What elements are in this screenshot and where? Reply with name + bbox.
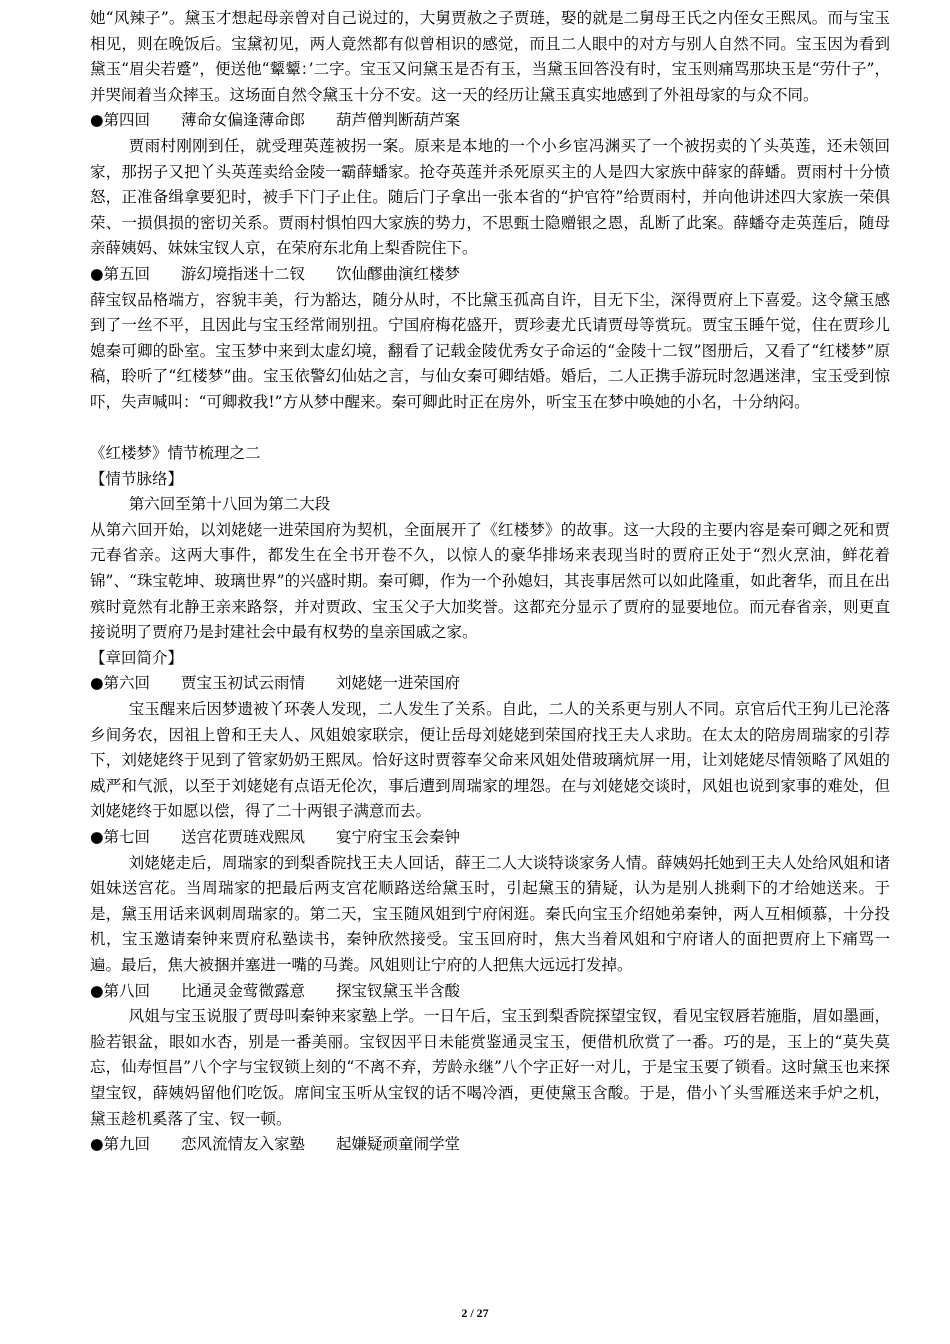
chapter-7-summary: 刘姥姥走后，周瑞家的到梨香院找王夫人回话，薛王二人大谈特谈家务人情。薛姨妈托她到王夫人处给风姐和诸姐妹送宫花。当周瑞家的把最后两支宫花顺路送给黛玉时，引起黛玉的猜疑，认为是别人挑剩下的才给她送来。于是，黛玉用话来讽刺周瑞家的。第二天，宝玉随风姐到宁府闲逛。秦氏向宝玉介绍她弟秦钟，两人互相倾慕，十分投机，宝玉邀请秦钟来贾府私塾读书，秦钟欣然接受。宝玉回府时，焦大当着风姐和宁府诸人的面把贾府上下痛骂一遍。最后，焦大被捆并塞进一嘴的马粪。风姐则让宁府的人把焦大远远打发掉。 <box>90 853 890 974</box>
plot-outline-label: 【情节脉络】 <box>90 469 184 488</box>
chapter-7-heading: ●第七回 送宫花贾琏戏熙凤 宴宁府宝玉会秦钟 <box>90 828 461 846</box>
page-number: 2 / 27 <box>461 1306 489 1320</box>
chapter-5-heading: ●第五回 游幻境指迷十二钗 饮仙醪曲演红楼梦 <box>90 264 461 283</box>
chapter-8-heading: ●第八回 比通灵金莺微露意 探宝钗黛玉半含酸 <box>90 981 461 1000</box>
paragraph-continuation: 她“风辣子”。黛玉才想起母亲曾对自己说过的，大舅贾赦之子贾琏，娶的就是二舅母王氏之内侄女王熙凤。而与宝玉相见，则在晚饭后。宝黛初见，两人竟然都有似曾相识的感觉，而且二人眼中的对方与别人自然不同。宝玉因为看到黛玉“眉尖若蹙”，便送他“颦颦：’二字。宝玉又问黛玉是否有玉，当黛玉回答没有时，宝玉则痛骂那块玉是“劳什子”，并哭闹着当众摔玉。这场面自然令黛玉十分不安。这一天的经历让黛玉真实地感到了外祖母家的与众不同。 <box>90 9 890 104</box>
chapter-4-summary: 贾雨村刚刚到任，就受理英莲被拐一案。原来是本地的一个小乡宦冯渊买了一个被拐卖的丫头英莲，还未领回家，那拐子又把丫头英莲卖给金陵一霸薛蟠家。抢夺英莲并杀死原买主的人是四大家族中薛家的薛蟠。贾雨村十分愤怒，正准备缉拿要犯时，被手下门子止住。随后门子拿出一张本省的“护官符”给贾雨村，并向他讲述四大家族一荣俱荣、一损俱损的密切关系。贾雨村惧怕四大家族的势力，不思甄士隐赠银之恩，乱断了此案。薛蟠夺走英莲后，随母亲薛姨妈、妹妹宝钗人京，在荣府东北角上梨香院住下。 <box>90 136 890 258</box>
blank-line <box>90 416 890 442</box>
plot-outline-subtitle: 第六回至第十八回为第二大段 <box>128 495 331 514</box>
chapter-6-heading: ●第六回 贾宝玉初试云雨情 刘姥姥一进荣国府 <box>90 674 461 693</box>
chapter-summary-label: 【章回简介】 <box>90 648 184 667</box>
chapter-6-summary: 宝玉醒来后因梦遗被丫环袭人发现，二人发生了关系。自此，二人的关系更与别人不同。京官后代王狗儿已沦落乡间务农，因祖上曾和王夫人、风姐娘家联宗，便让岳母刘姥姥到荣国府找王夫人求助。在太太的陪房周瑞家的引荐下，刘姥姥终于见到了管家奶奶王熙凤。恰好这时贾蓉奉父命来风姐处借玻璃炕屏一用，让刘姥姥尽情领略了风姐的威严和气派，以至于刘姥姥有点语无伦次，事后遭到周瑞家的埋怨。在与刘姥姥交谈时，风姐也说到家事的难处，但刘姥姥终于如愿以偿，得了二十两银子满意而去。 <box>90 700 890 821</box>
document-body <box>90 6 890 1158</box>
chapter-4-heading: ●第四回 薄命女偏逢薄命郎 葫芦僧判断葫芦案 <box>90 111 461 130</box>
chapter-9-heading: ●第九回 恋风流情友入家塾 起嫌疑顽童闹学堂 <box>90 1135 461 1154</box>
plot-outline-body: 从第六回开始，以刘姥姥一进荣国府为契机，全面展开了《红楼梦》的故事。这一大段的主要内容是秦可卿之死和贾元春省亲。这两大事件，都发生在全书开卷不久，以惊人的豪华排场来表现当时的贾府正处于“烈火烹油，鲜花着锦”、“珠宝乾坤、玻璃世界”的兴盛时期。秦可卿，作为一个孙媳妇，其丧事居然可以如此隆重，如此奢华，而且在出殡时竟然有北静王亲来路祭，并对贾政、宝玉父子大加奖誉。这都充分显示了贾府的显要地位。而元春省亲，则更直接说明了贾府乃是封建社会中最有权势的皇亲国戚之家。 <box>90 520 890 642</box>
section-title: 《红楼梦》情节梳理之二 <box>90 444 261 463</box>
chapter-5-summary: 薛宝钗品格端方，容貌丰美，行为豁达，随分从时，不比黛玉孤高自许，目无下尘，深得贾府上下喜爱。这令黛玉感到了一丝不平，且因此与宝玉经常闹别扭。宁国府梅花盛开，贾珍妻尤氏请贾母等赏玩。贾宝玉睡午觉，住在贾珍儿媳秦可卿的卧室。宝玉梦中来到太虚幻境，翻看了记载金陵优秀女子命运的“金陵十二钗”图册后，又看了“红楼梦”原稿，聆听了“红楼梦”曲。宝玉依警幻仙姑之言，与仙女秦可卿结婚。婚后，二人正携手游玩时忽遇迷津，宝玉受到惊吓，失声喊叫：“可卿救我!”方从梦中醒来。秦可卿此时正在房外，听宝玉在梦中唤她的小名，十分纳闷。 <box>90 290 890 411</box>
chapter-8-summary: 风姐与宝玉说服了贾母叫秦钟来家塾上学。一日午后，宝玉到梨香院探望宝钗，看见宝钗唇若施脂，眉如墨画，脸若银盆，眼如水杏，别是一番美丽。宝钗因平日未能赏鉴通灵宝玉，便借机欣赏了一番。巧的是，玉上的“莫失莫忘，仙寿恒昌”八个字与宝钗锁上刻的“不离不弃，芳龄永继”八个字正好一对儿，于是宝玉要了锁看。这时黛玉也来探望宝钗，薛姨妈留他们吃饭。席间宝玉听从宝钗的话不喝冷酒，更使黛玉含酸。于是，借小丫头雪雁送来手炉之机，黛玉趁机奚落了宝、钗一顿。 <box>90 1007 890 1128</box>
